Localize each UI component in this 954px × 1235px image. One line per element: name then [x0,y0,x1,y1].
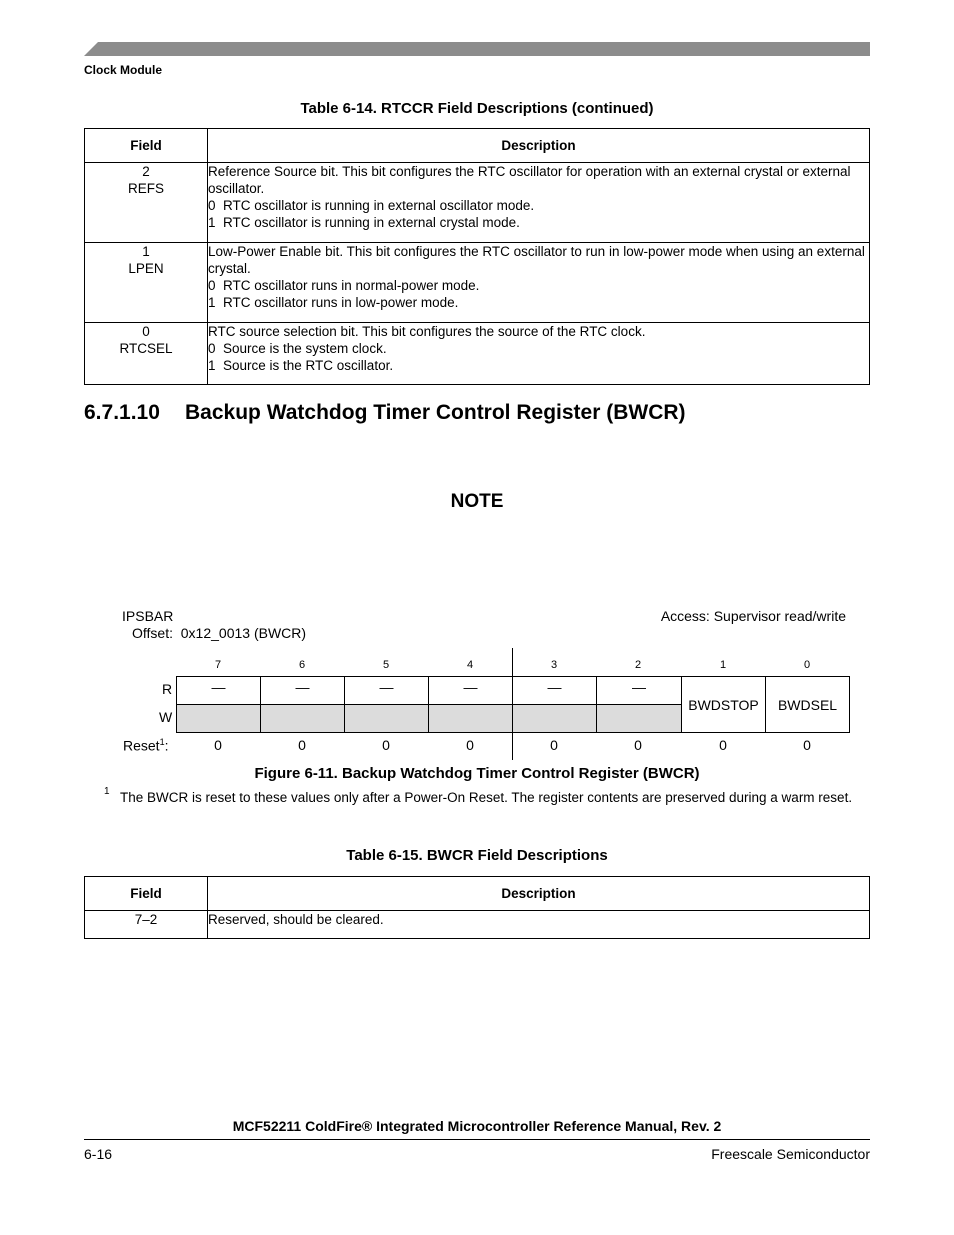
description-text: RTC source selection bit. This bit configures the source of the RTC clock. [208,324,646,339]
description-cell [208,243,870,323]
reset-label-text: Reset [123,737,160,754]
reserved-write-cell [344,704,429,733]
reserved-write-cell [176,704,261,733]
reset-value: 0 [719,737,727,753]
row-label-read: R [162,681,173,697]
document-title: MCF52211 ColdFire® Integrated Microcontroller Reference Manual, Rev. 2 [232,1118,722,1134]
reserved-write-cell [428,704,513,733]
offset-value: 0x12_0013 (BWCR) [180,625,307,641]
description-cell [208,323,870,385]
reset-value: 0 [466,737,474,753]
field-bwdstop: BWDSTOP [681,676,766,733]
field-cell [85,323,208,385]
field-bit: 2 [142,164,150,179]
page-number: 6-16 [84,1146,113,1162]
bit-number: 7 [214,659,222,671]
field-cell: 7–2 [85,911,208,939]
footer-divider [84,1139,870,1140]
bit-number: 5 [382,659,390,671]
column-header-field: Field [85,129,208,163]
reserved-read-cell: — [176,676,261,705]
section-title: Backup Watchdog Timer Control Register (BWCR) [185,401,686,424]
bit-number: 4 [466,659,474,671]
reset-footnote-ref: 1 [159,737,165,747]
table-row [85,163,870,243]
table-row [85,243,870,323]
bwcr-field-table [84,876,870,939]
field-cell [85,163,208,243]
figure-caption: Figure 6-11. Backup Watchdog Timer Control Register (BWCR) [254,765,700,782]
field-bwdsel: BWDSEL [765,676,850,733]
description-option: 1 Source is the RTC oscillator. [208,358,394,373]
column-header-description: Description [208,877,870,911]
reset-value: 0 [803,737,811,753]
field-name: LPEN [128,261,164,276]
table-6-15-caption: Table 6-15. BWCR Field Descriptions [346,847,608,864]
section-number: 6.7.1.10 [84,401,160,424]
footnote-mark: 1 [104,786,110,797]
description-option: 0 RTC oscillator is running in external oscillator mode. [208,198,535,213]
reset-value: 0 [214,737,222,753]
column-header-description: Description [208,129,870,163]
bit-number: 6 [298,659,306,671]
rtccr-field-table [84,128,870,385]
bit-number: 2 [634,659,642,671]
reserved-read-cell: — [596,676,682,705]
reset-value: 0 [298,737,306,753]
reserved-read-cell: — [344,676,429,705]
reserved-write-cell [512,704,597,733]
bit-number: 1 [719,659,727,671]
description-text: Low-Power Enable bit. This bit configures the RTC oscillator to run in low-power mode when using an external crystal. [208,244,865,276]
running-header: Clock Module [84,63,163,77]
description-option: 1 RTC oscillator is running in external crystal mode. [208,215,520,230]
field-name: REFS [127,181,164,196]
reset-colon: : [164,737,169,754]
description-option: 1 RTC oscillator runs in low-power mode. [208,295,459,310]
company-name: Freescale Semiconductor [711,1146,870,1162]
bit-number: 0 [803,659,811,671]
bit-number: 3 [550,659,558,671]
row-label-write: W [159,709,173,725]
reserved-read-cell: — [260,676,345,705]
table-row [85,911,870,939]
description-option: 0 Source is the system clock. [208,341,387,356]
reset-value: 0 [634,737,642,753]
reserved-read-cell: — [428,676,513,705]
field-bit: 1 [142,244,150,259]
reset-value: 0 [382,737,390,753]
header-bar [84,42,870,56]
field-cell [85,243,208,323]
reserved-write-cell [260,704,345,733]
register-access: Access: Supervisor read/write [660,608,846,624]
reserved-write-cell [596,704,682,733]
note-heading: NOTE [450,491,504,512]
offset-label: Offset: [132,625,173,641]
column-header-field: Field [85,877,208,911]
table-row [85,323,870,385]
description-cell [208,163,870,243]
footnote-text: The BWCR is reset to these values only after a Power-On Reset. The register contents are preserved during a warm reset. [120,790,853,805]
table-6-14-caption: Table 6-14. RTCCR Field Descriptions (continued) [300,100,654,117]
section-heading [84,401,686,425]
description-text: Reference Source bit. This bit configures the RTC oscillator for operation with an external crystal or external oscillator. [208,164,851,196]
register-offset [132,625,306,641]
field-name: RTCSEL [119,341,173,356]
reserved-read-cell: — [512,676,597,705]
description-option: 0 RTC oscillator runs in normal-power mode. [208,278,480,293]
description-cell: Reserved, should be cleared. [208,911,870,939]
reset-label [123,737,168,754]
field-bit: 0 [142,324,150,339]
reset-value: 0 [550,737,558,753]
register-base-label: IPSBAR [122,608,174,624]
